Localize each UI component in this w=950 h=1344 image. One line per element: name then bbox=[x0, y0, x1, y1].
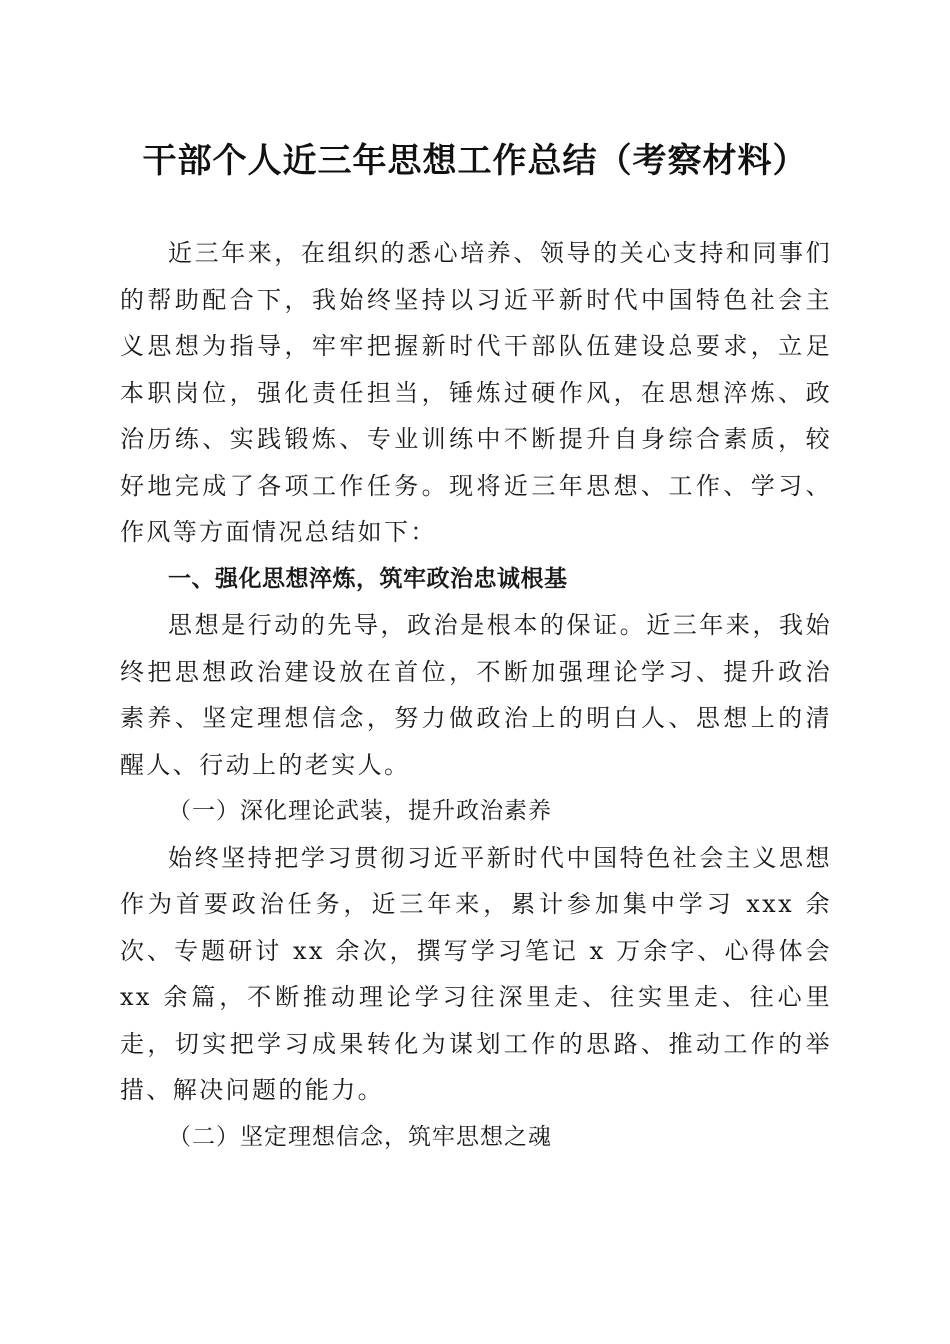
subsection-1-paragraph: 始终坚持把学习贯彻习近平新时代中国特色社会主义思想作为首要政治任务，近三年来，累计参加集中学习 xxx 余次、专题研讨 xx 余次，撰写学习笔记 x 万余字、心得体会 xx 余篇，不断推动理论学习往深里走、往实里走、往心里走，切实把学习成果转化为谋划工作的思路、推动工作的举措、解决问题的能力。 bbox=[120, 843, 832, 1104]
section-1-heading: 一、强化思想淬炼，筑牢政治忠诚根基 bbox=[168, 565, 568, 592]
subsection-1-heading: （一）深化理论武装，提升政治素养 bbox=[168, 798, 552, 824]
document-title: 干部个人近三年思想工作总结（考察材料） bbox=[142, 141, 808, 181]
document-body bbox=[120, 230, 832, 1160]
subsection-2-heading: （二）坚定理想信念，筑牢思想之魂 bbox=[168, 1123, 552, 1150]
section-1-paragraph: 思想是行动的先导，政治是根本的保证。近三年来，我始终把思想政治建设放在首位，不断加强理论学习、提升政治素养、坚定理想信念，努力做政治上的明白人、思想上的清醒人、行动上的老实人。 bbox=[120, 611, 832, 779]
intro-paragraph: 近三年来，在组织的悉心培养、领导的关心支持和同事们的帮助配合下，我始终坚持以习近平新时代中国特色社会主义思想为指导，牢牢把握新时代干部队伍建设总要求，立足本职岗位，强化责任担当，锤炼过硬作风，在思想淬炼、政治历练、实践锻炼、专业训练中不断提升自身综合素质，较好地完成了各项工作任务。现将近三年思想、工作、学习、作风等方面情况总结如下： bbox=[120, 239, 832, 546]
